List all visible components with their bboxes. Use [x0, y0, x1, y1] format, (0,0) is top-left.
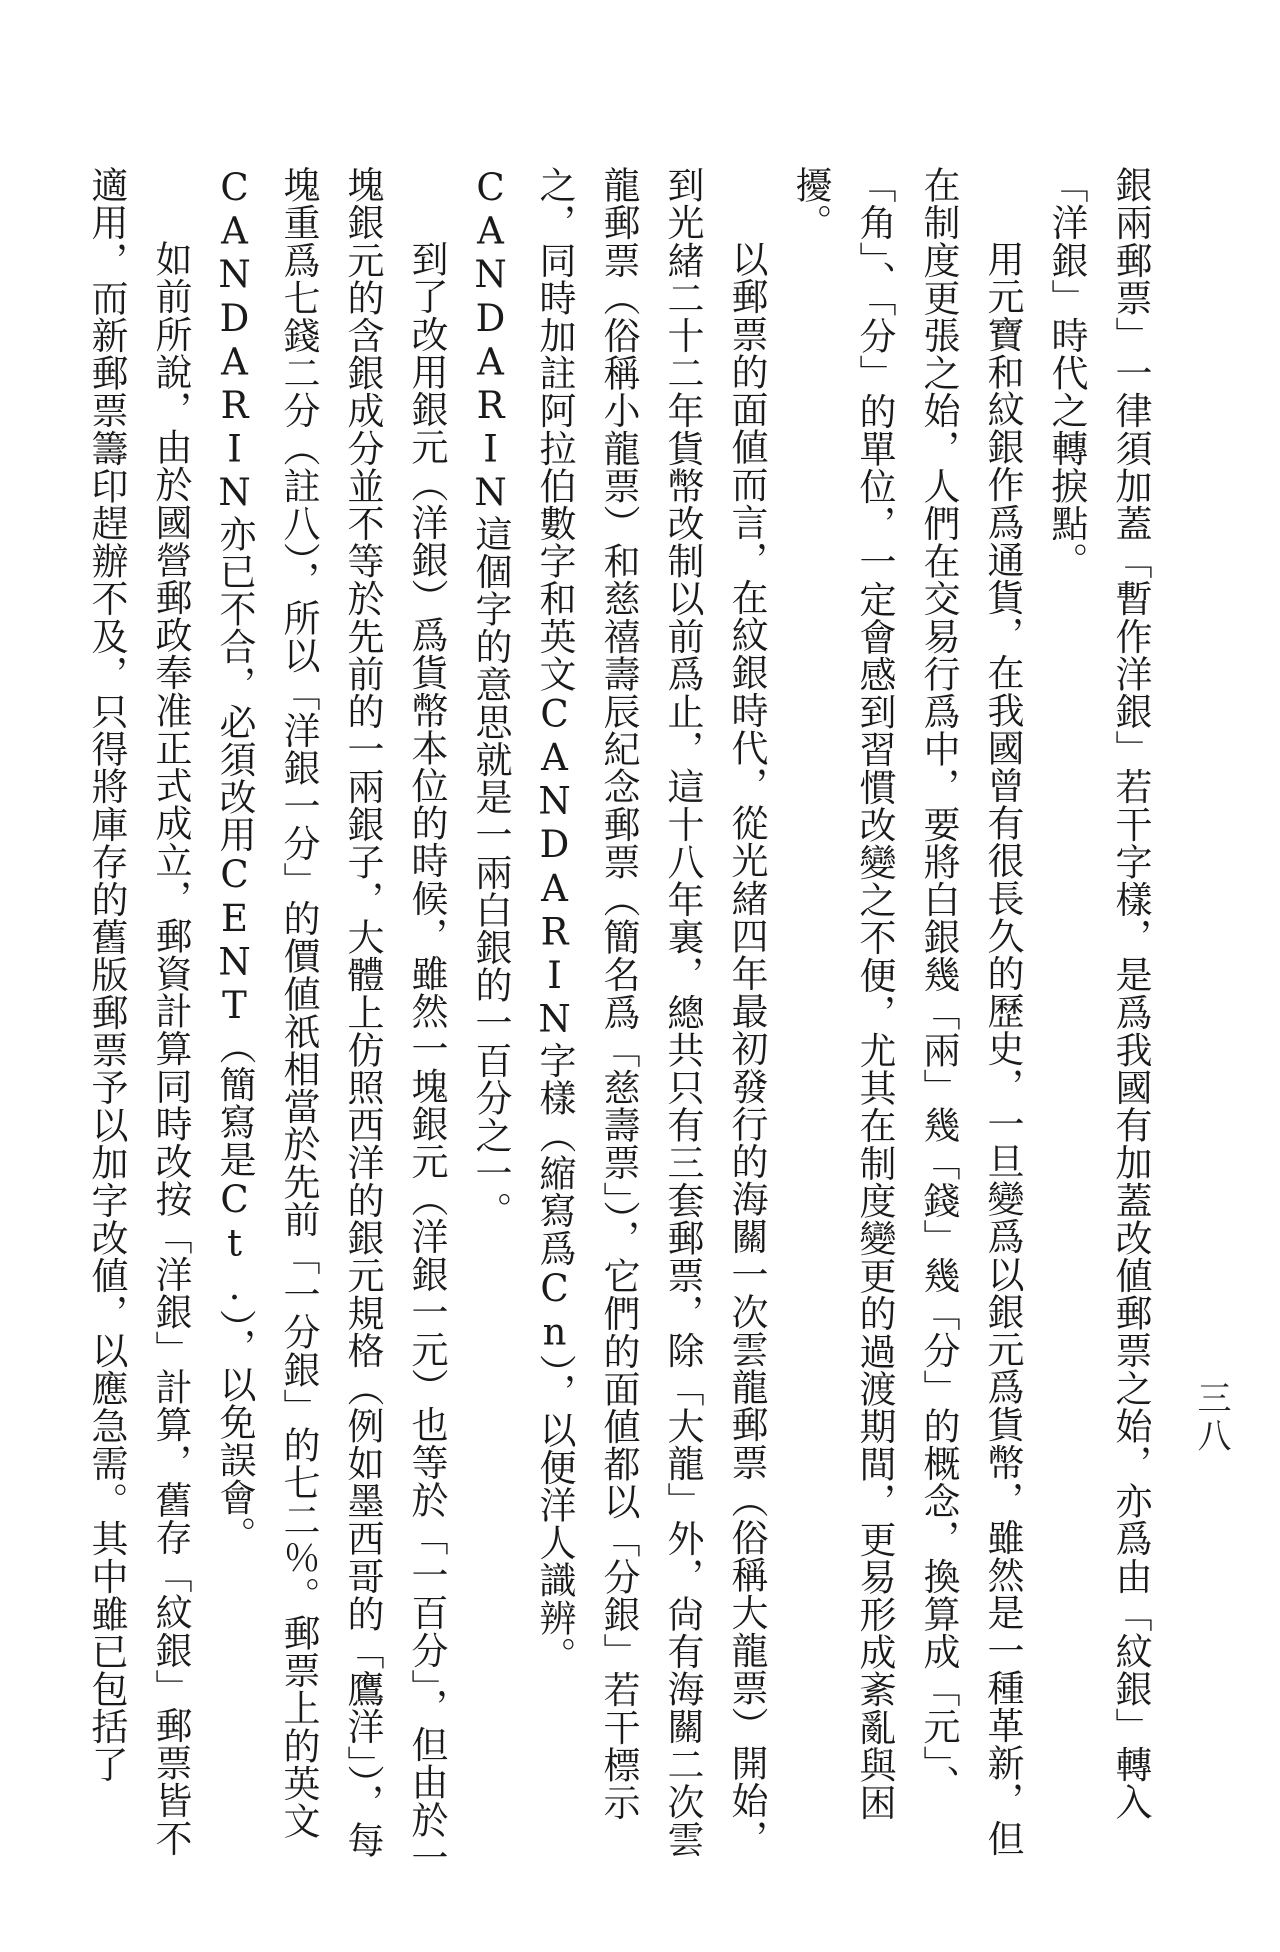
page-number: 三八	[1191, 1380, 1231, 1456]
paragraph-1: 銀兩郵票」一律須加蓋「暫作洋銀」若干字樣，是爲我國有加蓋改値郵票之始，亦爲由「紋銀」轉入「洋銀」時代之轉捩點。	[1045, 166, 1152, 1821]
paragraph-4: 到了改用銀元（洋銀）爲貨幣本位的時候，雖然一塊銀元（洋銀一元）也等於「一百分」，但由於一塊銀元的含銀成分並不等於先前的一兩銀子，大體上仿照西洋的銀元規格（例如墨西哥的「鷹洋」），每塊重爲七錢二分（註八），所以「洋銀一分」的價値祇相當於先前「一分銀」的七二％。郵票上的英文CANDARIN亦已不合，必須改用CENT（簡寫是Ct.），以免誤會。	[213, 166, 448, 1876]
paragraph-3: 以郵票的面値而言，在紋銀時代，從光緒四年最初發行的海關一次雲龍郵票（俗稱大龍票）開始，到光緒二十二年貨幣改制以前爲止，這十八年裏，總共只有三套郵票，除「大龍」外，尙有海關二次雲龍郵票（俗稱小龍票）和慈禧壽辰紀念郵票（簡名爲「慈壽票」），它們的面値都以「分銀」若干標示之，同時加註阿拉伯數字和英文CANDARIN字樣（縮寫爲Cn），以便洋人識辨。CANDARIN這個字的意思就是一兩白銀的一百分之一。	[469, 166, 768, 1858]
paragraph-2: 用元寶和紋銀作爲通貨，在我國曾有很長久的歷史，一旦變爲以銀元爲貨幣，雖然是一種革新，但在制度更張之始，人們在交易行爲中，要將白銀幾「兩」幾「錢」幾「分」的概念，換算成「元」、「角」、「分」的單位，一定會感到習慣改變之不便，尤其在制度變更的過渡期間，更易形成紊亂與困擾。	[789, 166, 1024, 1857]
body-text	[74, 166, 1162, 1886]
paragraph-5: 如前所說，由於國營郵政奉准正式成立，郵資計算同時改按「洋銀」計算，舊存「紋銀」郵票皆不適用，而新郵票籌印趕辦不及，只得將庫存的舊版郵票予以加字改値，以應急需。其中雖已包括了	[85, 166, 192, 1857]
